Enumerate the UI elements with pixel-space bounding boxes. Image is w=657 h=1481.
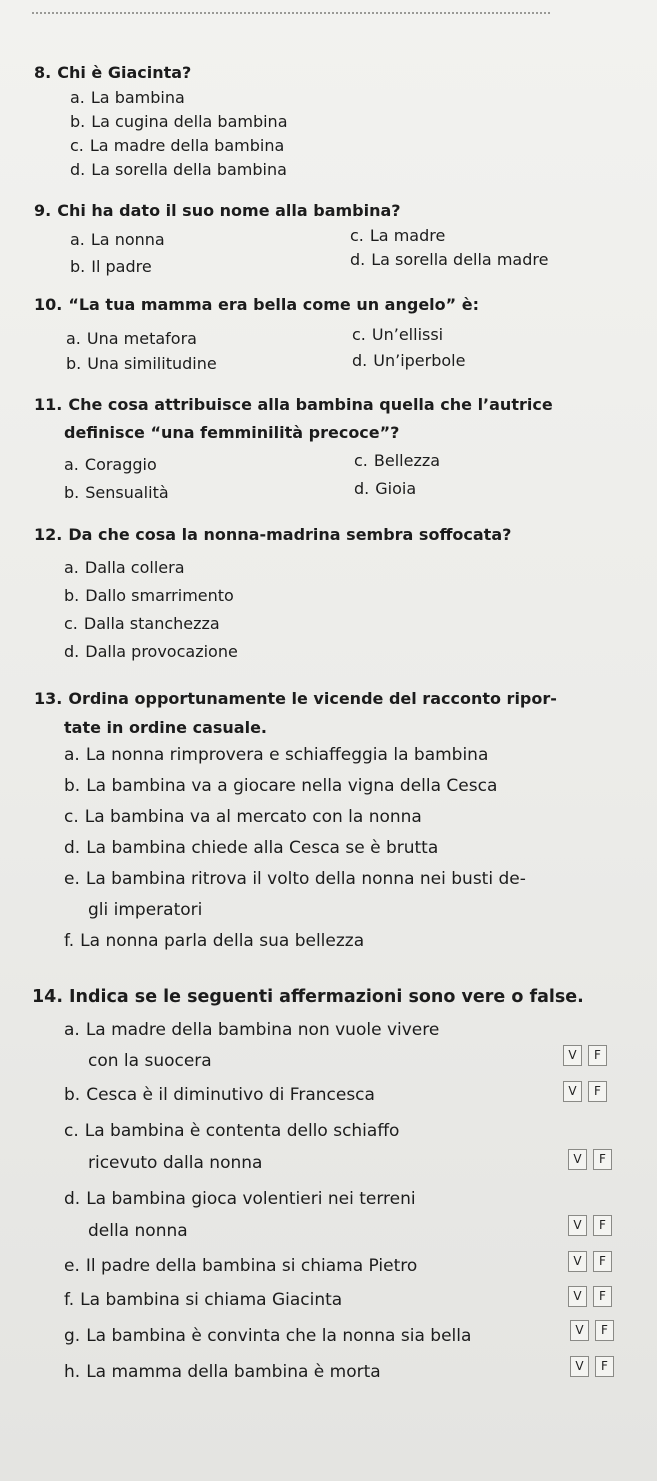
q9-option-b[interactable]: b. Il padre <box>70 257 152 276</box>
q11-option-b[interactable]: b. Sensualità <box>64 483 169 502</box>
q14-item-c: c. La bambina è contenta dello schiaffo <box>64 1121 400 1141</box>
q14-item-h: h. La mamma della bambina è morta <box>64 1362 381 1382</box>
question-13: 13. Ordina opportunamente le vicende del racconto ripor- <box>34 689 557 708</box>
true-checkbox[interactable]: V <box>570 1356 589 1377</box>
q14-g-choices <box>570 1320 614 1341</box>
false-checkbox[interactable]: F <box>588 1045 607 1066</box>
q14-d-choices <box>568 1215 612 1236</box>
true-checkbox[interactable]: V <box>568 1149 587 1170</box>
q13-item-d[interactable]: d. La bambina chiede alla Cesca se è brutta <box>64 838 439 858</box>
q13-item-f[interactable]: f. La nonna parla della sua bellezza <box>64 931 365 951</box>
true-checkbox[interactable]: V <box>563 1081 582 1102</box>
q11-option-a[interactable]: a. Coraggio <box>64 455 157 474</box>
true-checkbox[interactable]: V <box>568 1215 587 1236</box>
q9-option-d[interactable]: d. La sorella della madre <box>350 250 549 269</box>
q14-h-choices <box>570 1356 614 1377</box>
question-10: 10. “La tua mamma era bella come un angelo” è: <box>34 295 479 314</box>
q14-c-choices <box>568 1149 612 1170</box>
q11-option-c[interactable]: c. Bellezza <box>354 451 441 470</box>
q13-item-c[interactable]: c. La bambina va al mercato con la nonna <box>64 807 422 827</box>
question-number: 8. <box>34 63 52 82</box>
q14-item-d-line-2: della nonna <box>88 1221 188 1241</box>
q10-option-b[interactable]: b. Una similitudine <box>66 354 217 373</box>
q14-item-f: f. La bambina si chiama Giacinta <box>64 1290 343 1310</box>
question-11-line-2: definisce “una femminilità precoce”? <box>64 423 400 442</box>
q9-option-c[interactable]: c. La madre <box>350 226 446 245</box>
false-checkbox[interactable]: F <box>595 1356 614 1377</box>
question-13-line-2: tate in ordine casuale. <box>64 718 267 737</box>
q14-a-choices <box>563 1045 607 1066</box>
q8-option-c[interactable]: c. La madre della bambina <box>70 136 285 155</box>
q13-item-b[interactable]: b. La bambina va a giocare nella vigna della Cesca <box>64 776 498 796</box>
q14-item-g: g. La bambina è convinta che la nonna sia bella <box>64 1326 472 1346</box>
true-checkbox[interactable]: V <box>563 1045 582 1066</box>
q12-option-c[interactable]: c. Dalla stanchezza <box>64 614 220 633</box>
q8-option-a[interactable]: a. La bambina <box>70 88 185 107</box>
q13-item-e[interactable]: e. La bambina ritrova il volto della nonna nei busti de- <box>64 869 526 889</box>
q14-b-choices <box>563 1081 607 1102</box>
q9-option-a[interactable]: a. La nonna <box>70 230 165 249</box>
false-checkbox[interactable]: F <box>588 1081 607 1102</box>
true-checkbox[interactable]: V <box>568 1251 587 1272</box>
question-12: 12. Da che cosa la nonna-madrina sembra soffocata? <box>34 525 512 544</box>
q14-item-e: e. Il padre della bambina si chiama Pietro <box>64 1256 418 1276</box>
false-checkbox[interactable]: F <box>593 1286 612 1307</box>
q13-item-e-cont: gli imperatori <box>88 900 203 920</box>
q8-option-b[interactable]: b. La cugina della bambina <box>70 112 288 131</box>
question-11: 11. Che cosa attribuisce alla bambina quella che l’autrice <box>34 395 553 414</box>
false-checkbox[interactable]: F <box>595 1320 614 1341</box>
q14-item-a-line-2: con la suocera <box>88 1051 212 1071</box>
q14-item-d: d. La bambina gioca volentieri nei terreni <box>64 1189 416 1209</box>
q14-item-a: a. La madre della bambina non vuole vivere <box>64 1020 440 1040</box>
q12-option-a[interactable]: a. Dalla collera <box>64 558 185 577</box>
question-text: Chi è Giacinta? <box>57 63 192 82</box>
question-14: 14. Indica se le seguenti affermazioni sono vere o false. <box>32 987 584 1007</box>
q10-option-a[interactable]: a. Una metafora <box>66 329 197 348</box>
false-checkbox[interactable]: F <box>593 1251 612 1272</box>
false-checkbox[interactable]: F <box>593 1215 612 1236</box>
q14-e-choices <box>568 1251 612 1272</box>
q12-option-b[interactable]: b. Dallo smarrimento <box>64 586 234 605</box>
q14-f-choices <box>568 1286 612 1307</box>
true-checkbox[interactable]: V <box>570 1320 589 1341</box>
false-checkbox[interactable]: F <box>593 1149 612 1170</box>
q13-item-a[interactable]: a. La nonna rimprovera e schiaffeggia la bambina <box>64 745 489 765</box>
q10-option-d[interactable]: d. Un’iperbole <box>352 351 466 370</box>
question-9: 9. Chi ha dato il suo nome alla bambina? <box>34 201 401 220</box>
q14-item-c-line-2: ricevuto dalla nonna <box>88 1153 263 1173</box>
q12-option-d[interactable]: d. Dalla provocazione <box>64 642 238 661</box>
question-8 <box>34 60 191 86</box>
q8-option-d[interactable]: d. La sorella della bambina <box>70 160 287 179</box>
top-dotted-line <box>32 12 550 14</box>
q11-option-d[interactable]: d. Gioia <box>354 479 417 498</box>
true-checkbox[interactable]: V <box>568 1286 587 1307</box>
q10-option-c[interactable]: c. Un’ellissi <box>352 325 444 344</box>
q14-item-b: b. Cesca è il diminutivo di Francesca <box>64 1085 375 1105</box>
